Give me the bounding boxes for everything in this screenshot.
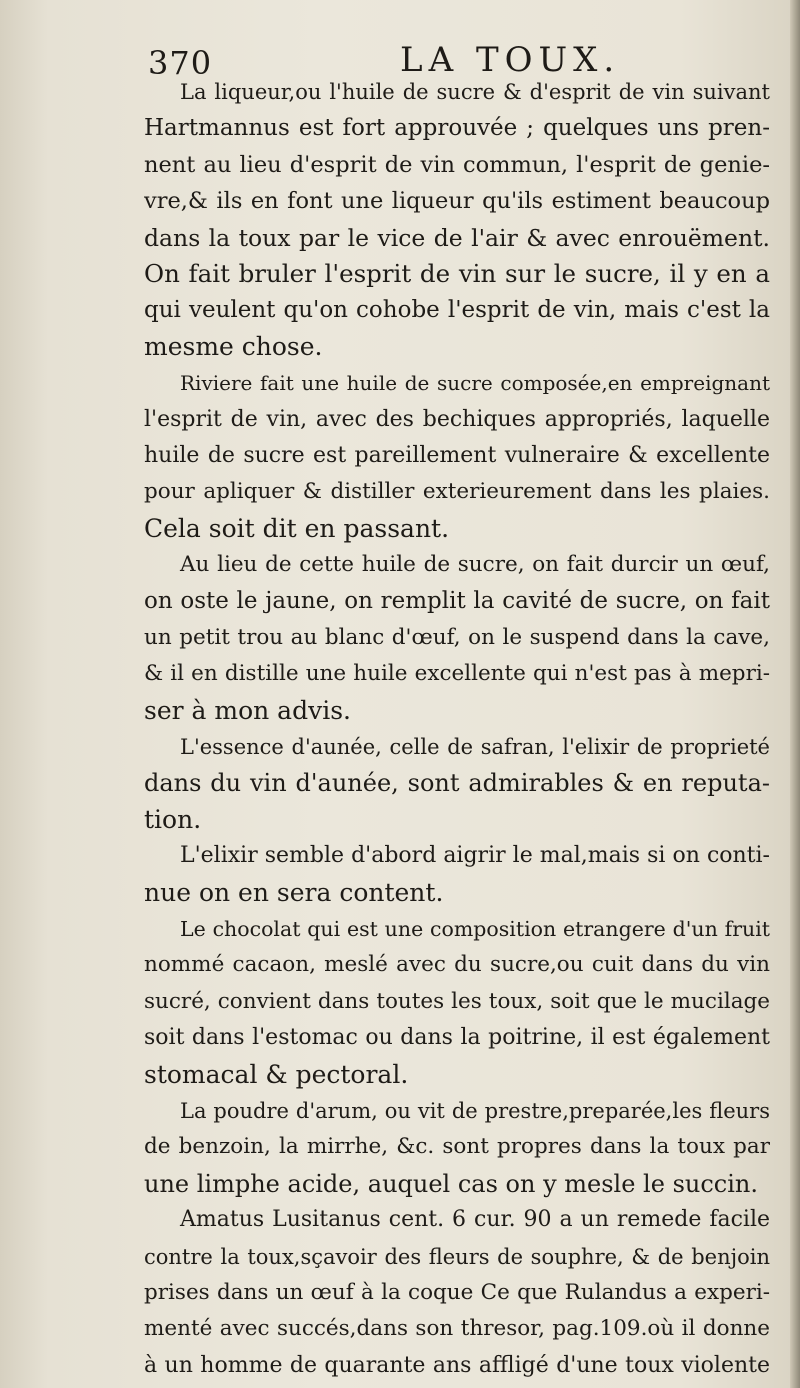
text-line: tion. [144, 804, 202, 834]
running-title: LA TOUX. [400, 40, 621, 80]
text-line: Amatus Lusitanus cent. 6 cur. 90 a un remede facile [180, 1207, 770, 1233]
text-line: nue on en sera content. [144, 877, 444, 907]
text-line: stomacal & pectoral. [144, 1059, 409, 1089]
text-line: qui veulent qu'on cohobe l'esprit de vin, mais c'est la [144, 297, 770, 324]
text-line: nommé cacaon, meslé avec du sucre,ou cuit dans du vin [144, 952, 770, 978]
text-line: On fait bruler l'esprit de vin sur le sucre, il y en a [144, 258, 770, 288]
text-line: Cela soit dit en passant. [144, 513, 450, 543]
text-line: & il en distille une huile excellente qui n'est pas à mepri- [144, 661, 770, 687]
page-edge-shadow [790, 0, 800, 1388]
text-line: L'essence d'aunée, celle de safran, l'elixir de proprieté [180, 735, 770, 760]
text-line: dans la toux par le vice de l'air & avec enrouëment. [144, 223, 770, 252]
text-line: Le chocolat qui est une composition etrangere d'un fruit [180, 916, 770, 941]
text-block [144, 74, 770, 1384]
text-line: ser à mon advis. [144, 695, 351, 725]
text-line: un petit trou au blanc d'œuf, on le suspend dans la cave, [144, 624, 770, 650]
text-line: Hartmannus est fort approuvée ; quelques uns pren- [144, 115, 770, 142]
text-line: L'elixir semble d'abord aigrir le mal,mais si on conti- [180, 843, 770, 869]
text-line: Au lieu de cette huile de sucre, on fait durcir un œuf, [180, 552, 770, 578]
text-line: nent au lieu d'esprit de vin commun, l'esprit de genie- [144, 151, 770, 178]
text-line: soit dans l'estomac ou dans la poitrine, il est également [144, 1025, 770, 1051]
text-line: on oste le jaune, on remplit la cavité de sucre, on fait [144, 588, 770, 615]
text-line: sucré, convient dans toutes les toux, soit que le mucilage [144, 988, 770, 1014]
page-number: 370 [148, 44, 213, 82]
text-line: dans du vin d'aunée, sont admirables & en reputa- [144, 769, 770, 798]
text-line: prises dans un œuf à la coque Ce que Rulandus a experi- [144, 1279, 770, 1305]
text-line: vre,& ils en font une liqueur qu'ils estiment beaucoup [144, 188, 770, 215]
text-line: une limphe acide, auquel cas on y mesle le succin. [144, 1169, 758, 1198]
text-line: huile de sucre est pareillement vulneraire & excellente [144, 442, 770, 468]
text-line: l'esprit de vin, avec des bechiques appropriés, laquelle [144, 406, 770, 432]
text-line: contre la toux,sçavoir des fleurs de souphre, & de benjoin [144, 1244, 770, 1269]
text-line: La poudre d'arum, ou vit de prestre,preparée,les fleurs [180, 1098, 770, 1123]
text-line: à un homme de quarante ans affligé d'une toux violente [144, 1352, 770, 1378]
text-line: mesme chose. [144, 331, 323, 361]
text-line: menté avec succés,dans son thresor, pag.109.où il donne [144, 1316, 770, 1342]
text-line: de benzoin, la mirrhe, &c. sont propres dans la toux par [144, 1134, 770, 1160]
text-line: Riviere fait une huile de sucre composée,en empreignant [180, 371, 770, 396]
text-line: La liqueur,ou l'huile de sucre & d'esprit de vin suivant [180, 80, 770, 104]
text-line: pour apliquer & distiller exterieurement dans les plaies. [144, 479, 770, 505]
